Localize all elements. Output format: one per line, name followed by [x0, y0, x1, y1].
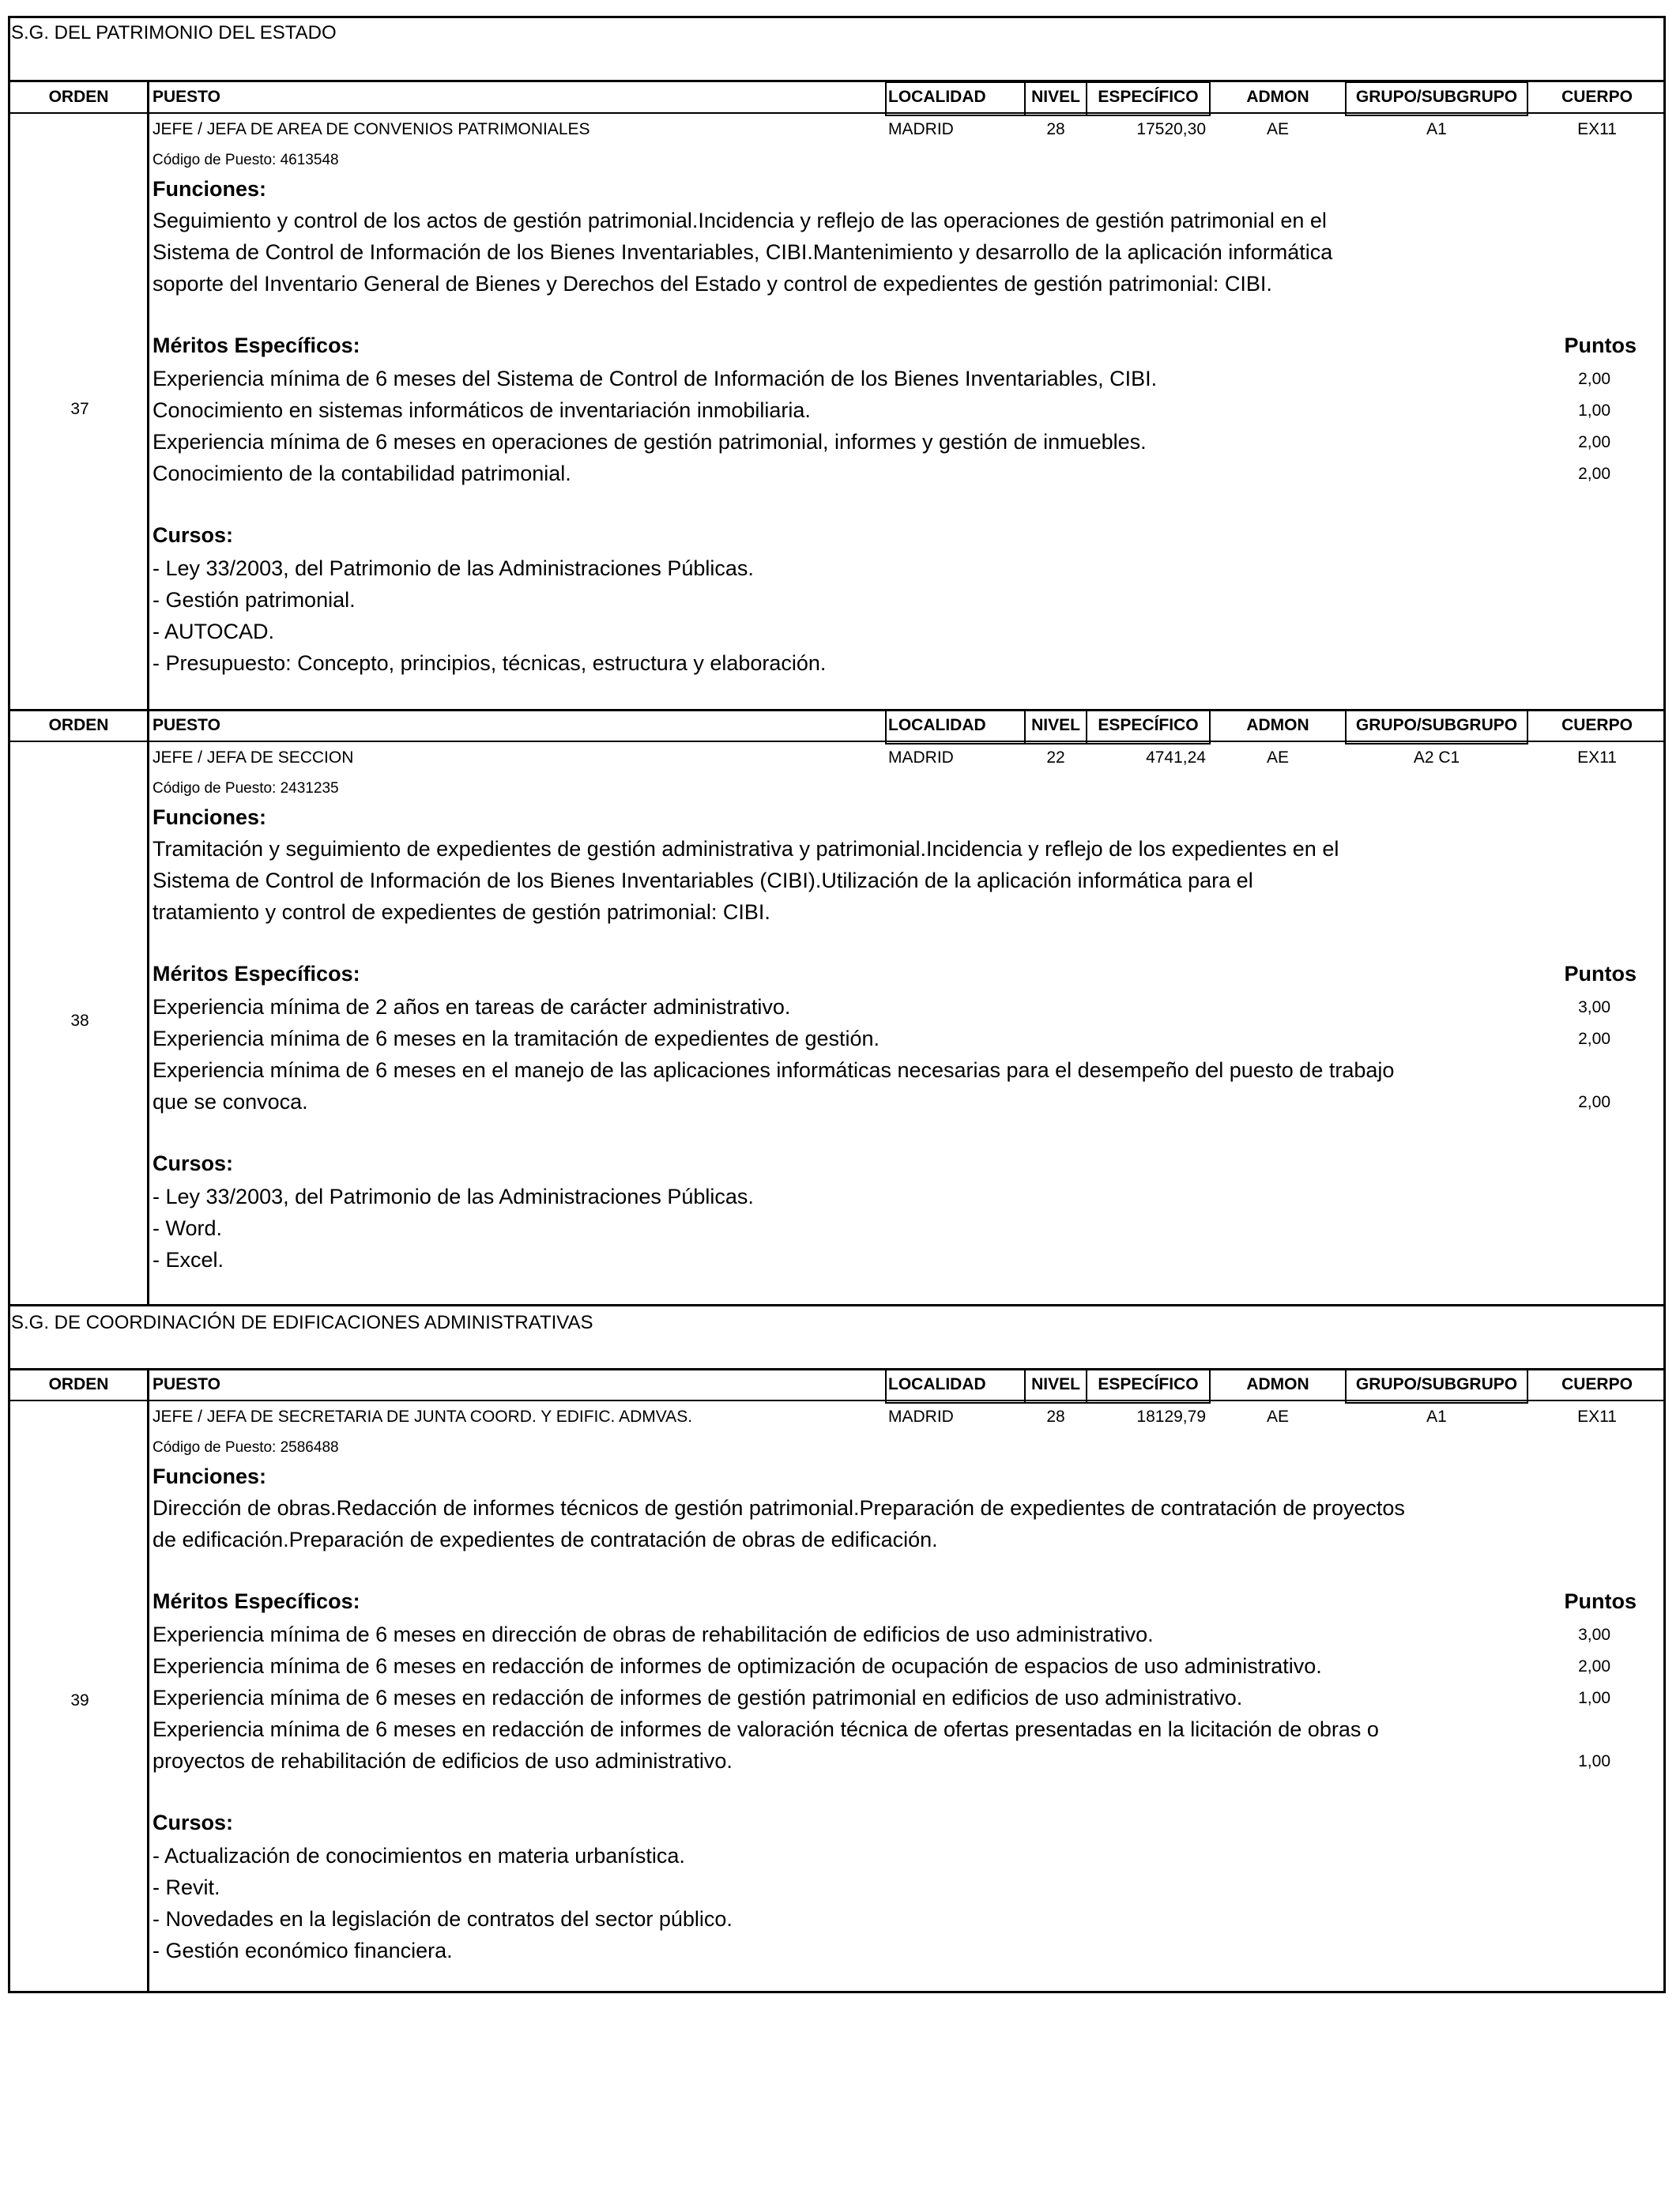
funciones-heading: Funciones:: [153, 805, 267, 829]
merito-line: Experiencia mínima de 6 meses en redacción de informes de optimización de ocupación de espacios de uso administrativo.: [153, 1654, 1322, 1678]
merito-line: Experiencia mínima de 2 años en tareas de carácter administrativo.: [153, 995, 791, 1019]
admon-value: AE: [1266, 120, 1289, 138]
funciones-line: de edificación.Preparación de expedientes de contratación de obras de edificación.: [153, 1528, 938, 1551]
localidad-value: MADRID: [888, 1408, 954, 1426]
merito-puntos: 2,00: [1578, 1093, 1610, 1111]
merito-puntos: 2,00: [1578, 433, 1610, 451]
localidad-value: MADRID: [888, 748, 954, 767]
orden-number: 39: [70, 1691, 89, 1710]
puesto-name: JEFE / JEFA DE SECRETARIA DE JUNTA COORD. Y EDIFIC. ADMVAS.: [153, 1408, 693, 1426]
puntos-heading: Puntos: [1564, 962, 1637, 986]
especifico-value: 4741,24: [1146, 748, 1206, 767]
localidad-value: MADRID: [888, 120, 954, 138]
header-orden: ORDEN: [48, 88, 109, 106]
curso-line: - Gestión económico financiera.: [153, 1939, 453, 1962]
meritos-heading: Méritos Específicos:: [153, 962, 360, 986]
grupo-value: A2 C1: [1413, 748, 1460, 767]
header-puesto: PUESTO: [153, 716, 220, 734]
curso-line: - Excel.: [153, 1248, 224, 1272]
merito-puntos: 1,00: [1578, 1752, 1610, 1770]
unit-title: S.G. DEL PATRIMONIO DEL ESTADO: [11, 22, 337, 43]
column-divider: [147, 711, 149, 1305]
curso-line: - Novedades en la legislación de contratos del sector público.: [153, 1907, 733, 1931]
merito-puntos: 2,00: [1578, 465, 1610, 483]
codigo-puesto: Código de Puesto: 4613548: [153, 152, 339, 168]
codigo-puesto: Código de Puesto: 2586488: [153, 1439, 339, 1456]
grupo-value: A1: [1426, 120, 1447, 138]
header-cuerpo: CUERPO: [1561, 88, 1633, 106]
orden-number: 37: [70, 400, 89, 418]
admon-value: AE: [1266, 748, 1289, 767]
header-especifico: ESPECÍFICO: [1098, 716, 1199, 734]
merito-line: Experiencia mínima de 6 meses en dirección de obras de rehabilitación de edificios de uso administrativo.: [153, 1623, 1154, 1646]
merito-line: Experiencia mínima de 6 meses en la tramitación de expedientes de gestión.: [153, 1027, 880, 1050]
header-localidad: LOCALIDAD: [888, 716, 986, 734]
header-admon: ADMON: [1246, 716, 1309, 734]
merito-puntos: 3,00: [1578, 1626, 1610, 1644]
merito-line: Experiencia mínima de 6 meses en el manejo de las aplicaciones informáticas necesarias para el desempeño del puesto de trabajo: [153, 1058, 1395, 1082]
curso-line: - Revit.: [153, 1875, 220, 1899]
header-localidad: LOCALIDAD: [888, 1375, 986, 1393]
unit-title: S.G. DE COORDINACIÓN DE EDIFICACIONES ADMINISTRATIVAS: [11, 1312, 593, 1333]
merito-puntos: 2,00: [1578, 1030, 1610, 1048]
header-nivel: NIVEL: [1031, 1375, 1080, 1393]
puesto-name: JEFE / JEFA DE AREA DE CONVENIOS PATRIMONIALES: [153, 120, 590, 138]
merito-puntos: 2,00: [1578, 370, 1610, 388]
funciones-line: Tramitación y seguimiento de expedientes de gestión administrativa y patrimonial.Incidencia y reflejo de los expedientes en el: [153, 837, 1339, 861]
header-puesto: PUESTO: [153, 88, 220, 106]
merito-line: Conocimiento de la contabilidad patrimonial.: [153, 462, 571, 485]
cursos-heading: Cursos:: [153, 1152, 234, 1175]
header-especifico: ESPECÍFICO: [1098, 1375, 1199, 1393]
funciones-heading: Funciones:: [153, 177, 267, 201]
codigo-puesto: Código de Puesto: 2431235: [153, 780, 339, 797]
merito-line: Experiencia mínima de 6 meses en redacción de informes de gestión patrimonial en edificios de uso administrativo.: [153, 1686, 1243, 1710]
column-divider: [147, 1370, 149, 1991]
divider: [8, 1304, 1666, 1306]
header-orden: ORDEN: [48, 1375, 109, 1393]
especifico-value: 18129,79: [1136, 1408, 1206, 1426]
curso-line: - Gestión patrimonial.: [153, 588, 356, 612]
merito-puntos: 1,00: [1578, 401, 1610, 420]
header-grupo: GRUPO/SUBGRUPO: [1355, 716, 1518, 734]
header-cuerpo: CUERPO: [1561, 1375, 1633, 1393]
header-puesto: PUESTO: [153, 1375, 220, 1393]
funciones-heading: Funciones:: [153, 1465, 267, 1488]
header-grupo: GRUPO/SUBGRUPO: [1355, 88, 1518, 106]
header-localidad: LOCALIDAD: [888, 88, 986, 106]
merito-line: Conocimiento en sistemas informáticos de inventariación inmobiliaria.: [153, 398, 811, 422]
grupo-value: A1: [1426, 1408, 1447, 1426]
curso-line: - Ley 33/2003, del Patrimonio de las Administraciones Públicas.: [153, 1185, 754, 1208]
header-admon: ADMON: [1246, 1375, 1309, 1393]
especifico-value: 17520,30: [1136, 120, 1206, 138]
merito-line: Experiencia mínima de 6 meses en operaciones de gestión patrimonial, informes y gestión de inmuebles.: [153, 430, 1147, 454]
nivel-value: 28: [1046, 120, 1065, 138]
header-nivel: NIVEL: [1031, 716, 1080, 734]
funciones-line: Dirección de obras.Redacción de informes técnicos de gestión patrimonial.Preparación de expedientes de contratación de proyectos: [153, 1496, 1405, 1520]
nivel-value: 22: [1046, 748, 1065, 767]
cursos-heading: Cursos:: [153, 523, 234, 547]
merito-puntos: 1,00: [1578, 1689, 1610, 1707]
admon-value: AE: [1266, 1408, 1289, 1426]
curso-line: - Actualización de conocimientos en materia urbanística.: [153, 1844, 685, 1868]
header-admon: ADMON: [1246, 88, 1309, 106]
curso-line: - Presupuesto: Concepto, principios, técnicas, estructura y elaboración.: [153, 651, 827, 675]
funciones-line: Sistema de Control de Información de los Bienes Inventariables, CIBI.Mantenimiento y desarrollo de la aplicación informática: [153, 240, 1333, 264]
funciones-line: soporte del Inventario General de Bienes y Derechos del Estado y control de expedientes de gestión patrimonial: CIBI.: [153, 272, 1272, 296]
nivel-value: 28: [1046, 1408, 1065, 1426]
merito-puntos: 2,00: [1578, 1657, 1610, 1676]
merito-line: que se convoca.: [153, 1090, 308, 1114]
merito-puntos: 3,00: [1578, 998, 1610, 1016]
puesto-name: JEFE / JEFA DE SECCION: [153, 748, 354, 767]
cuerpo-value: EX11: [1577, 1408, 1617, 1426]
cuerpo-value: EX11: [1577, 120, 1617, 138]
cursos-heading: Cursos:: [153, 1811, 234, 1834]
meritos-heading: Méritos Específicos:: [153, 1589, 360, 1613]
merito-line: Experiencia mínima de 6 meses del Sistema de Control de Información de los Bienes Inventariables, CIBI.: [153, 367, 1158, 390]
cuerpo-value: EX11: [1577, 748, 1617, 767]
puntos-heading: Puntos: [1564, 1589, 1637, 1613]
header-orden: ORDEN: [48, 716, 109, 734]
merito-line: proyectos de rehabilitación de edificios de uso administrativo.: [153, 1749, 733, 1773]
column-divider: [147, 82, 149, 710]
curso-line: - AUTOCAD.: [153, 620, 275, 643]
header-nivel: NIVEL: [1031, 88, 1080, 106]
header-grupo: GRUPO/SUBGRUPO: [1355, 1375, 1518, 1393]
orden-number: 38: [70, 1012, 89, 1030]
funciones-line: tratamiento y control de expedientes de gestión patrimonial: CIBI.: [153, 900, 770, 924]
curso-line: - Ley 33/2003, del Patrimonio de las Administraciones Públicas.: [153, 556, 754, 580]
meritos-heading: Méritos Específicos:: [153, 334, 360, 357]
header-especifico: ESPECÍFICO: [1098, 88, 1199, 106]
funciones-line: Seguimiento y control de los actos de gestión patrimonial.Incidencia y reflejo de las operaciones de gestión patrimonial en el: [153, 209, 1327, 232]
funciones-line: Sistema de Control de Información de los Bienes Inventariables (CIBI).Utilización de la aplicación informática para el: [153, 869, 1253, 892]
merito-line: Experiencia mínima de 6 meses en redacción de informes de valoración técnica de ofertas presentadas en la licitación de obras o: [153, 1717, 1379, 1741]
header-cuerpo: CUERPO: [1561, 716, 1633, 734]
curso-line: - Word.: [153, 1216, 223, 1240]
puntos-heading: Puntos: [1564, 334, 1637, 357]
